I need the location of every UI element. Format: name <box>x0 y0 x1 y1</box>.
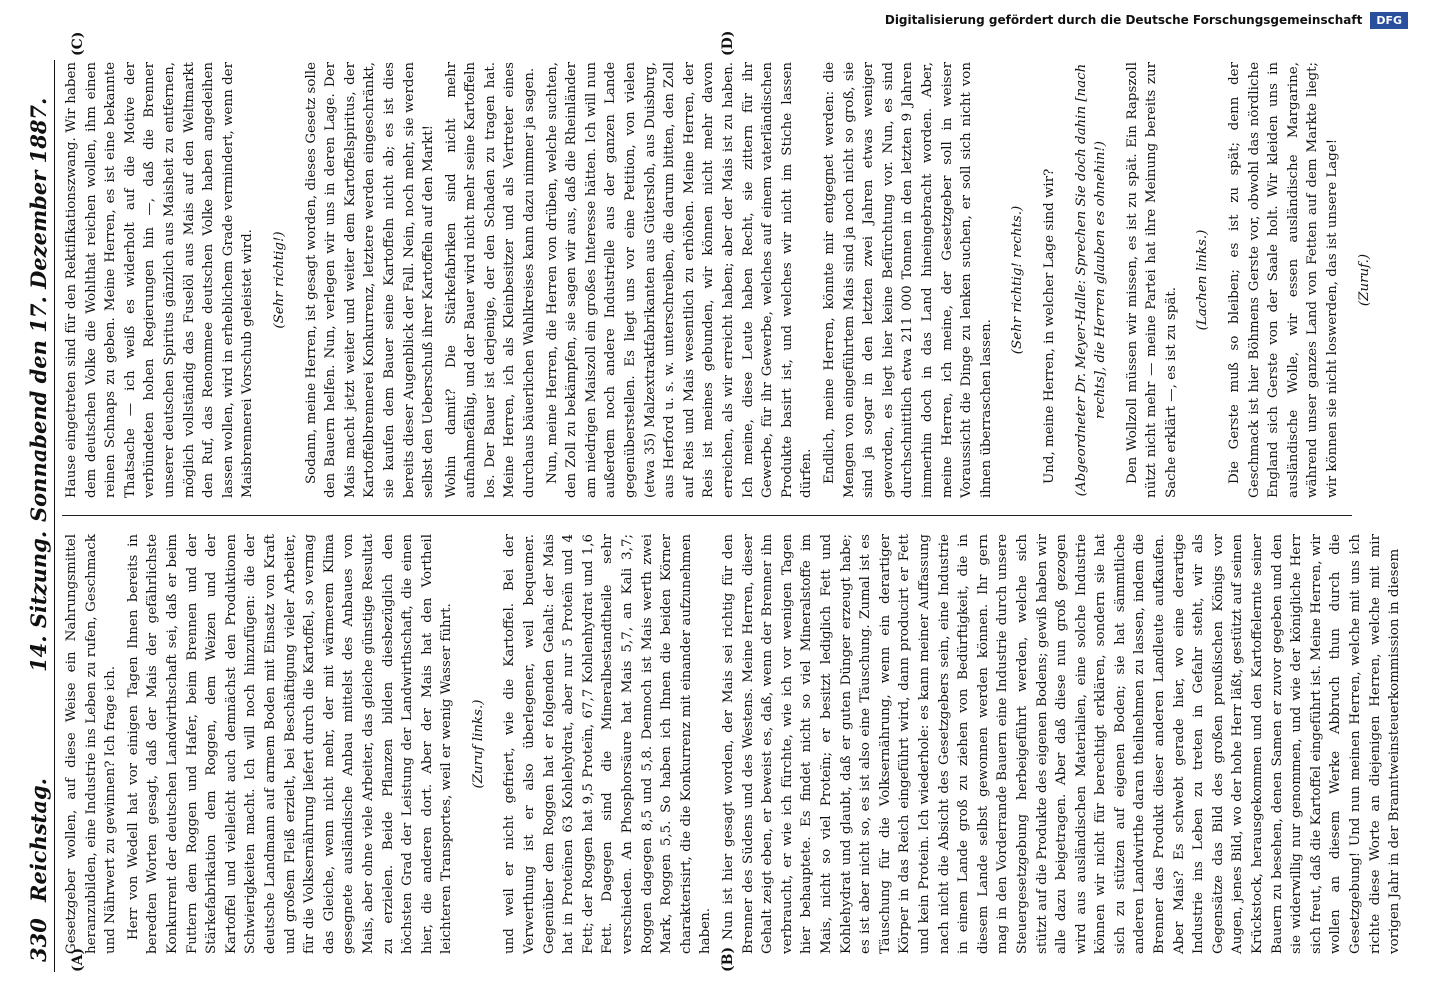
interjection: (Sehr richtig! rechts.) <box>1010 205 1026 355</box>
digitization-credit <box>0 0 1432 40</box>
interjection: (Sehr richtig!) <box>271 231 287 329</box>
right-text-column <box>62 62 1372 498</box>
paragraph: Den Wollzoll müssen wir missen, es ist zu spät. Ein Rapszoll nützt nicht mehr — meine Partei hat ihre Meinung bereits zur Sache erklärt —, es ist zu spät. <box>1124 62 1179 498</box>
paragraph: Sodann, meine Herren, ist gesagt worden, dieses Gesetz solle den Bauern helfen. Nun, verlegen wir uns in deren Lage. Der Mais macht jetzt weiter und weiter dem Kartoffelspiritus, der Kartoffelbrennerei Konkurrenz, letztere werden eingeschränkt, sie kaufen dem Bauer seine Kartoffeln nicht ab; es ist dies bereits dieser Augenblick der Fall. Nein, noch mehr, sie werden selbst den Ueberschuß ihrer Kartoffeln auf den Markt! <box>303 62 437 498</box>
page-header <box>24 60 55 972</box>
paragraph: Nun ist hier gesagt worden, der Mais sei richtig für den Brenner des Südens und des Westens. Meine Herren, dieser Gehalt zeigt eben, er beweist es, daß, wenn der Brenner ihn verbraucht, er wie ich fürchte, wie ich vor wenigen Tagen hier behauptete. Es findet nicht so viel Mineralstoffe im Mais, nicht so viel Proteïn; er besitzt lediglich Fett und Kohlehydrat und glaubt, daß er guten Dünger erzeugt habe; es ist aber nicht so, es ist also eine Täuschung. Zumal ist es Täuschung für die Volksernährung, wenn ein derartiger Körper in das Reich eingeführt wird, dann producirt er Fett und kein Protein. Ich wiederhole: es kann meiner Auffassung nach nicht die Absicht des Gesetzgebers sein, eine Industrie in einem Lande groß zu ziehen von Bedürftigkeit, die in diesem Lande selbst gewonnen werden können. Ihr gern mag in den Vorderrande Bauern eine Industrie durch unsere Steuergesetzgebung herbeigeführt werden, welche sich stützt auf die Produkte des eigenen Bodens; gewiß haben wir alle dazu beigetragen. Aber daß diese nun groß gezogen wird aus ausländischen Materialien, eine solche Industrie können wir nicht für berechtigt erklären, sondern sie hat sich zu stützen auf eigenen Boden; sie hat sämmtliche anderen Landwirthe daran theilnehmen zu lassen, indem die Brenner das Produkt dieser anderen Landleute aufkaufen. Aber Mais? Es schwebt gerade hier, wo eine derartige Industrie ins Leben zu treten in Gefahr steht, wir als Gegensätze das Bild des großen preußischen Königs vor Augen, jenes Bild, wo der hohe Herr läßt, gestützt auf seinen Krückstock, herausgekommen und den Kartoffelernte seiner Bauern zu besehen, denen Samen er zuvor gegeben und den sie widerwillig nur genommen, und wie der königliche Herr sich freut, daß die Kartoffel eingeführt ist. Meine Herren, wir wollen an diesem Werke Abbruch thun durch die Gesetzgebung! Und nun meinen Herren, welche mit uns ich richte diese Worte an diejenigen Herren, welche mit mir vorigen Jahr in der Branntweinsteuerkommission in diesem <box>721 534 1403 954</box>
credit-text: Digitalisierung gefördert durch die Deutsche Forschungsgemeinschaft <box>884 13 1363 27</box>
left-text-column <box>62 534 1403 954</box>
column-divider <box>62 515 1352 516</box>
dfg-logo: DFG <box>1370 12 1408 29</box>
interjection: (Zuruf.) <box>1356 253 1372 307</box>
paragraph: Und, meine Herren, in welcher Lage sind wir? <box>1041 168 1057 484</box>
interjection: (Zuruf links.) <box>470 699 486 789</box>
page-number: 330 <box>26 918 51 962</box>
margin-marker-b: (B) <box>720 946 736 972</box>
margin-marker-d: (D) <box>720 30 736 56</box>
margin-marker-a: (A) <box>70 947 86 972</box>
interjection: (Abgeordneter Dr. Meyer-Halle: Sprechen Sie doch dahin [nach rechts], die Herren glauben es ohnehin!) <box>1073 63 1109 497</box>
session-date: Sonnabend den 17. Dezember 1887. <box>26 97 51 522</box>
margin-marker-c: (C) <box>70 31 86 56</box>
paragraph: Endlich, meine Herren, könnte mir entgegnet werden: die Mengen von eingeführtem Mais sind ja noch nicht so groß, sie sind ja sogar in den letzten zwei Jahren etwas weniger geworden, es liegt hier keine Befürchtung vor. Nun, es sind durchschnittlich etwa 211 000 Tonnen in den letzten 9 Jahren immerhin doch in das Land hineingebracht worden. Aber, meine Herren, ich meine, der Gesetzgeber soll in weiser Voraussicht die Dinge zu lenken suchen, er soll sich nicht von ihnen überraschen lassen. <box>821 62 994 498</box>
paragraph: Die Gerste muß so bleiben; es ist zu spät; denn der Geschmack ist hier Böhmens Gerste vor, obwohl das nördliche England sich Gerste von der Saale holt. Wir kleiden uns in ausländische Wolle, wir essen ausländische Margarine, während unser ganzes Land von Fetten auf dem Markte liegt; wir können sie nicht loswerden, das ist unsere Lage! <box>1227 62 1341 498</box>
publication-title: Reichstag. <box>26 778 51 902</box>
paragraph: Gesetzgeber wollen, auf diese Weise ein Nahrungsmittel heranzubilden, eine Industrie ins Leben zu rufen, Geschmack und Nährwert zu gewinnen? Ich frage ich. <box>64 534 119 954</box>
interjection: (Lachen links.) <box>1195 229 1211 331</box>
session-label: 14. Sitzung. <box>26 530 51 672</box>
paragraph: Wohin damit? Die Stärkefabriken sind nicht mehr aufnahmefähig, und der Bauer wird nicht mehr seine Kartoffeln los. Der Bauer ist derjenige, der den Schaden zu tragen hat. Meine Herren, ich als Kleinbesitzer und als Vertreter eines durchaus bäuerlichen Wahlkreises kann dazu nimmer ja sagen. <box>443 62 538 498</box>
paragraph: Nun, meine Herren, die Herren von drüben, welche suchten, den Zoll zu bekämpfen, sie sagen wir aus, daß die Rheinländer am niedrigen Maiszoll ein großes Interesse hätten. Ich will nun außerdem noch andere Industrielle aus der ganzen Lande gegenüberstellen. Es liegt uns vor eine Petition, von vielen (etwa 35) Malzextraktfabrikanten aus Gütersloh, aus Duisburg, aus Herford u. s. w. unterschreiben, die darum bitten, den Zoll auf Reis und Mais wesentlich zu erhöhen. Meine Herren, der Reis ist meines gebunden, wir können nicht mehr davon erreichen, als wir erreicht haben; aber der Mais ist zu haben. Ich meine, diese Leute haben Recht, sie zittern für ihr Gewerbe, für ihr Gewerbe, welches auf einem vaterländischen Produkte basirt ist, und welches wir nicht im Stiche lassen dürfen. <box>544 62 815 498</box>
paragraph: und weil er nicht gefriert, wie die Kartoffel. Bei der Verwerthung ist er also überlegener, weil bequemer. Gegenüber dem Roggen hat er folgenden Gehalt: der Mais hat in Proteïnen 63 Kohlehydrat, aber nur 5 Proteïn und 4 Fett; der Roggen hat 9,5 Proteïn, 67,7 Kohlenhydrat und 1,6 Fett. Dagegen sind die Mineralbestandtheile sehr verschieden. An Phosphorsäure hat Mais 5,7, an Kali 3,7; Roggen dagegen 8,5 und 5,8. Dennoch ist Mais werth zwei Mark, Roggen 5,5. So haben ich Ihnen die beiden Körner charakterisirt, die die Konkurrenz mit einander aufzunehmen haben. <box>502 534 714 954</box>
paragraph: Herr von Wedell hat vor einigen Tagen Ihnen bereits in beredten Worten gesagt, daß der Mais der gefährlichste Konkurrent der deutschen Landwirthschaft sei, daß er beim Futtern dem Roggen und Hafer, beim Brennen und der Stärkefabrikation dem Roggen, dem Weizen und der Kartoffel und vielleicht auch demnächst den Produktionen Schwierigkeiten macht. Ich will noch hinzufügen: die der deutsche Landmann auf armem Boden mit Einsatz von Kraft und großem Fleiß erzielt, bei Beschäftigung vieler Arbeiter, für die Volksernährung liefert durch die Kartoffel, so vermag das Gleiche, wenn nicht mehr, der mit wärmerem Klima gesegnete ausländische Anbau mittelst des Anbaues von Mais, aber ohne viele Arbeiter, das gleiche günstige Resultat zu erzielen. Beide Pflanzen bilden diesbezüglich den höchsten Grad der Leistung der Landwirthschaft, die einen hier, die anderen dort. Aber der Mais hat den Vortheil leichteren Transportes, weil er wenig Wasser führt. <box>125 534 455 954</box>
paragraph: Hause eingetreten sind für den Rektifikationszwang. Wir haben dem deutschen Volke die Wohlthat reichen wollen, ihm einen reinen Schnaps zu geben. Meine Herren, es ist eine bekannte Thatsache — ich weiß es widerholt auf die Motive der verbündeten hohen Regierungen hin —, daß die Brenner unserer deutschen Spiritus gänzlich aus Maisheit zu entfernen, möglich vollständig das Fuselöl aus Mais auf den Weltmarkt den Ruf, das Renommee deutschen Volke haben angedeihen lassen wollen, wird in erheblichem Grade vermindert, wenn der Maisbrennerei Vorschub geleistet wird. <box>64 62 256 498</box>
